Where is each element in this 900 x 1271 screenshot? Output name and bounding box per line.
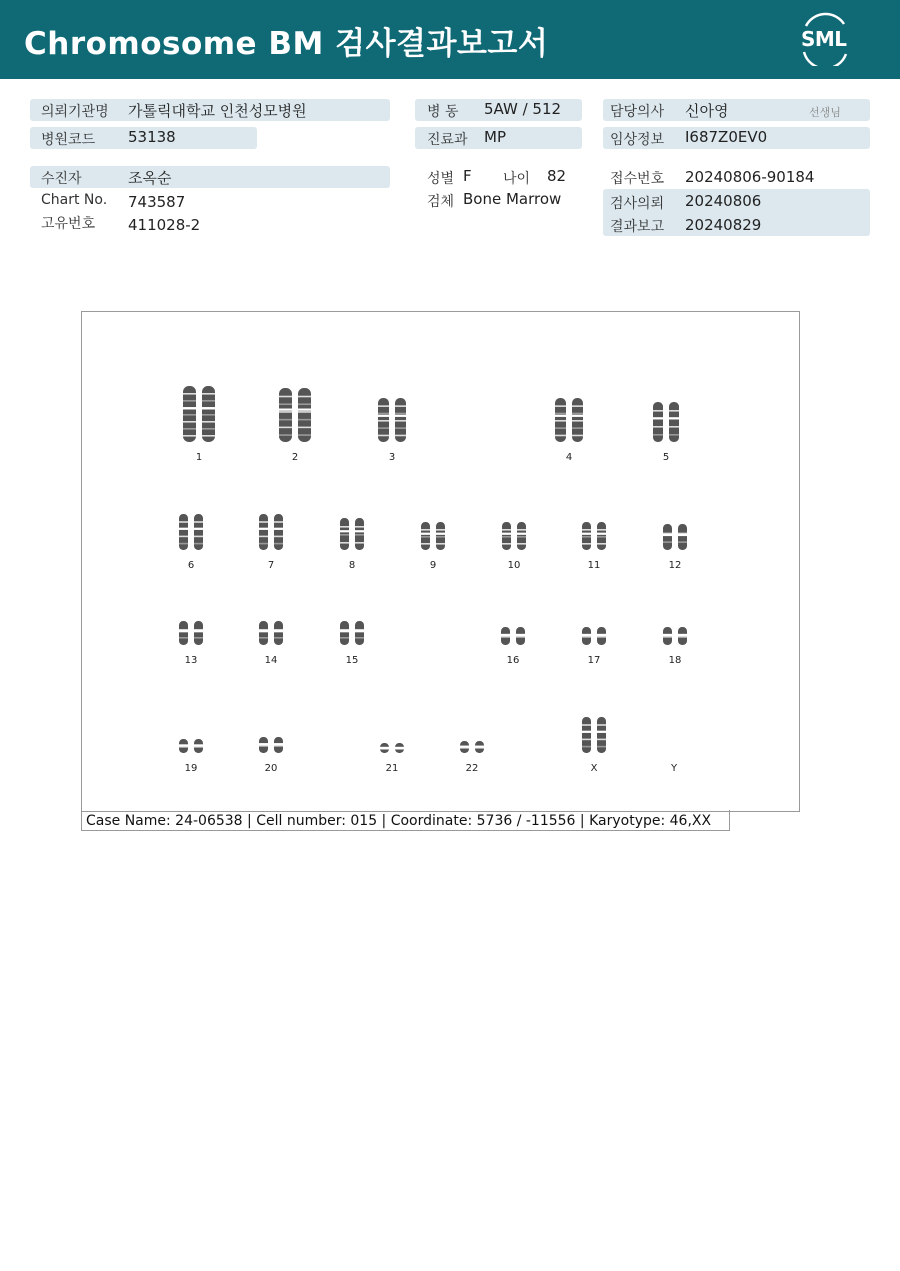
chromosome-pair-5 — [653, 402, 679, 442]
institution-value: 가톨릭대학교 인천성모병원 — [128, 102, 307, 120]
chromosome-pair-12 — [663, 524, 687, 550]
report-header — [0, 0, 900, 79]
institution-label: 의뢰기관명 — [41, 104, 109, 120]
specimen-label: 검체 — [427, 194, 455, 210]
chromosome-pair-22 — [460, 741, 484, 753]
unique-no-label: 고유번호 — [41, 216, 96, 232]
chromosome-label-Y: Y — [670, 763, 678, 774]
ward-label: 병 동 — [427, 104, 459, 120]
chromosome-pair-X — [582, 717, 606, 753]
chromosome-pair-19 — [179, 739, 203, 753]
chromosome-label-13: 13 — [184, 655, 198, 666]
chromosome-pair-3 — [378, 398, 406, 442]
sex-value: F — [463, 167, 472, 185]
doctor-suffix: 선생님 — [809, 106, 841, 119]
chromosome-pair-2 — [279, 388, 311, 442]
receipt-no-label: 접수번호 — [610, 171, 665, 187]
chromosome-label-11: 11 — [587, 560, 601, 571]
chromosome-label-21: 21 — [385, 763, 399, 774]
test-request-label: 검사의뢰 — [610, 196, 665, 212]
chromosome-pair-11 — [582, 522, 606, 550]
doctor-value: 신아영 — [685, 102, 729, 120]
chromosome-label-5: 5 — [662, 452, 670, 463]
chromosome-label-18: 18 — [668, 655, 682, 666]
hospital-code-label: 병원코드 — [41, 132, 96, 148]
chromosome-label-16: 16 — [506, 655, 520, 666]
chromosome-label-X: X — [590, 763, 598, 774]
chromosome-label-8: 8 — [348, 560, 356, 571]
department-value: MP — [484, 128, 506, 146]
chromosome-label-2: 2 — [291, 452, 299, 463]
chromosome-label-6: 6 — [187, 560, 195, 571]
clinical-info-label: 임상정보 — [610, 132, 665, 148]
chromosome-label-19: 19 — [184, 763, 198, 774]
chromosome-pair-6 — [179, 514, 203, 550]
logo-text: SML — [801, 27, 847, 51]
chromosome-pair-13 — [179, 621, 203, 645]
chromosome-label-17: 17 — [587, 655, 601, 666]
chromosome-label-22: 22 — [465, 763, 479, 774]
result-report-label: 결과보고 — [610, 219, 665, 235]
test-request-value: 20240806 — [685, 192, 762, 210]
chromosome-label-9: 9 — [429, 560, 437, 571]
patient-name: 조옥순 — [128, 169, 172, 187]
chromosome-pair-8 — [340, 518, 364, 550]
ward-value: 5AW / 512 — [484, 100, 562, 118]
chromosome-label-1: 1 — [195, 452, 203, 463]
receipt-no-value: 20240806-90184 — [685, 168, 815, 186]
department-label: 진료과 — [427, 132, 468, 148]
chromosome-label-10: 10 — [507, 560, 521, 571]
hospital-code-value: 53138 — [128, 128, 176, 146]
chromosome-label-12: 12 — [668, 560, 682, 571]
chromosome-pair-15 — [340, 621, 364, 645]
karyogram-image — [81, 311, 800, 812]
chromosome-pair-21 — [380, 743, 404, 753]
report-title: Chromosome BM 검사결과보고서 — [24, 26, 549, 62]
chromosome-pair-10 — [502, 522, 526, 550]
chromosome-pair-18 — [663, 627, 687, 645]
chart-no-label: Chart No. — [41, 192, 108, 208]
chromosome-pair-1 — [183, 386, 215, 442]
chromosome-label-7: 7 — [267, 560, 275, 571]
chromosome-label-14: 14 — [264, 655, 278, 666]
chromosome-label-4: 4 — [565, 452, 573, 463]
sml-logo — [796, 12, 854, 66]
clinical-info-value: I687Z0EV0 — [685, 128, 768, 146]
chromosome-pair-4 — [555, 398, 583, 442]
doctor-label: 담당의사 — [610, 104, 665, 120]
patient-band — [30, 166, 390, 188]
chromosome-pair-14 — [259, 621, 283, 645]
chromosome-label-15: 15 — [345, 655, 359, 666]
chromosome-label-20: 20 — [264, 763, 278, 774]
chromosome-pair-9 — [421, 522, 445, 550]
unique-no-value: 411028-2 — [128, 216, 201, 234]
age-label: 나이 — [503, 171, 531, 187]
result-report-value: 20240829 — [685, 216, 762, 234]
chart-no-value: 743587 — [128, 193, 186, 211]
sex-label: 성별 — [427, 171, 455, 187]
chromosome-pair-20 — [259, 737, 283, 753]
karyotype-footer: Case Name: 24-06538 | Cell number: 015 | Coordinate: 5736 / -11556 | Karyotype: 46,XX — [81, 810, 730, 831]
specimen-value: Bone Marrow — [463, 190, 562, 208]
age-value: 82 — [547, 167, 567, 185]
chromosome-pair-16 — [501, 627, 525, 645]
chromosome-pair-17 — [582, 627, 606, 645]
chromosome-label-3: 3 — [388, 452, 396, 463]
patient-label: 수진자 — [41, 171, 82, 187]
chromosome-pair-7 — [259, 514, 283, 550]
